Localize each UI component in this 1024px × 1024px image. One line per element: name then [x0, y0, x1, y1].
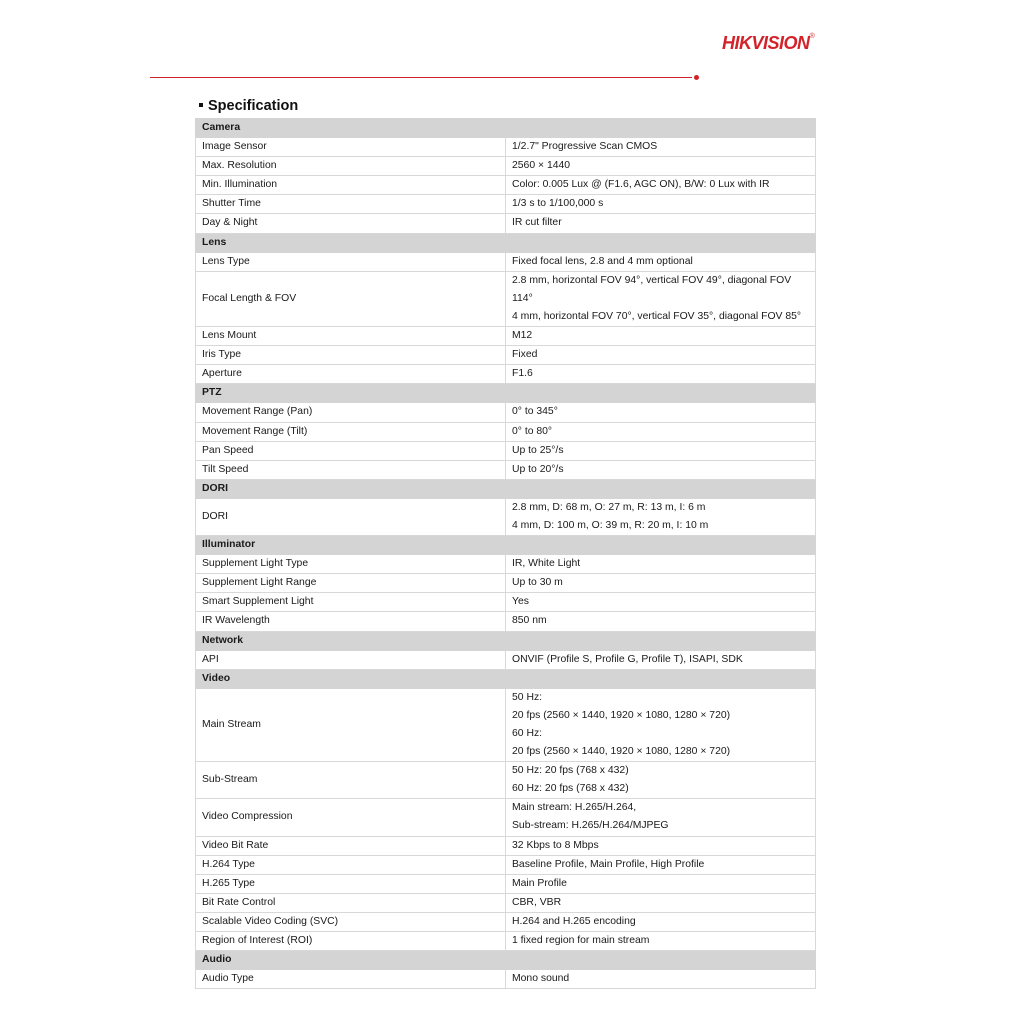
spec-value-line: Main Profile — [512, 877, 567, 889]
category-title: PTZ — [196, 384, 816, 403]
spec-row — [196, 593, 816, 612]
spec-value-line: Up to 20°/s — [512, 463, 564, 475]
spec-value-line: Fixed — [512, 349, 538, 361]
spec-value — [506, 365, 816, 384]
spec-row — [196, 441, 816, 460]
category-row — [196, 119, 816, 138]
spec-value — [506, 214, 816, 233]
spec-value-line: Sub-stream: H.265/H.264/MJPEG — [512, 820, 669, 832]
spec-label: Max. Resolution — [196, 157, 506, 176]
spec-label: Tilt Speed — [196, 460, 506, 479]
spec-value — [506, 912, 816, 931]
spec-value-line: 0° to 345° — [512, 406, 558, 418]
spec-value-line: Main stream: H.265/H.264, — [512, 802, 637, 814]
category-row — [196, 536, 816, 555]
spec-value-line: IR, White Light — [512, 558, 581, 570]
spec-value-line: H.264 and H.265 encoding — [512, 915, 636, 927]
category-title: DORI — [196, 479, 816, 498]
spec-value — [506, 893, 816, 912]
spec-row — [196, 403, 816, 422]
spec-row — [196, 271, 816, 326]
spec-row — [196, 252, 816, 271]
spec-value — [506, 422, 816, 441]
spec-value-line: ONVIF (Profile S, Profile G, Profile T), ISAPI, SDK — [512, 653, 743, 665]
brand-logo — [722, 33, 814, 54]
category-title: Audio — [196, 951, 816, 970]
spec-value — [506, 874, 816, 893]
spec-row — [196, 912, 816, 931]
spec-label: Audio Type — [196, 970, 506, 989]
spec-value — [506, 555, 816, 574]
spec-label: H.264 Type — [196, 855, 506, 874]
spec-label: H.265 Type — [196, 874, 506, 893]
spec-value-line: Mono sound — [512, 973, 570, 985]
spec-value — [506, 650, 816, 669]
spec-value-line: Up to 30 m — [512, 577, 563, 589]
specification-table-body — [196, 119, 816, 989]
spec-row — [196, 855, 816, 874]
spec-row — [196, 346, 816, 365]
category-row — [196, 951, 816, 970]
spec-row — [196, 970, 816, 989]
spec-value-line: 2.8 mm, D: 68 m, O: 27 m, R: 13 m, I: 6 m — [512, 501, 706, 513]
spec-value-line: 32 Kbps to 8 Mbps — [512, 839, 599, 851]
specification-table — [195, 118, 816, 989]
spec-value-line: 4 mm, horizontal FOV 70°, vertical FOV 35°, diagonal FOV 85° — [512, 310, 802, 322]
spec-value-line: 1/2.7" Progressive Scan CMOS — [512, 141, 658, 153]
spec-value-line: 50 Hz: — [512, 691, 543, 703]
spec-label: Focal Length & FOV — [196, 271, 506, 326]
spec-label: Smart Supplement Light — [196, 593, 506, 612]
category-title: Camera — [196, 119, 816, 138]
spec-label: Aperture — [196, 365, 506, 384]
spec-row — [196, 612, 816, 631]
spec-value-line: 850 nm — [512, 615, 547, 627]
header-divider — [150, 77, 692, 78]
spec-value — [506, 195, 816, 214]
spec-label: API — [196, 650, 506, 669]
spec-label: Region of Interest (ROI) — [196, 932, 506, 951]
spec-row — [196, 932, 816, 951]
spec-row — [196, 498, 816, 535]
spec-row — [196, 138, 816, 157]
spec-value-line: Fixed focal lens, 2.8 and 4 mm optional — [512, 255, 693, 267]
spec-row — [196, 574, 816, 593]
spec-label: Supplement Light Range — [196, 574, 506, 593]
spec-row — [196, 688, 816, 761]
spec-label: Bit Rate Control — [196, 893, 506, 912]
spec-row — [196, 157, 816, 176]
spec-row — [196, 195, 816, 214]
spec-value — [506, 836, 816, 855]
spec-row — [196, 799, 816, 836]
spec-value — [506, 157, 816, 176]
spec-row — [196, 214, 816, 233]
spec-value — [506, 593, 816, 612]
spec-value-line: IR cut filter — [512, 217, 562, 229]
spec-label: Main Stream — [196, 688, 506, 761]
spec-label: Pan Speed — [196, 441, 506, 460]
spec-row — [196, 893, 816, 912]
spec-label: Sub-Stream — [196, 762, 506, 799]
spec-row — [196, 836, 816, 855]
spec-row — [196, 650, 816, 669]
spec-label: Scalable Video Coding (SVC) — [196, 912, 506, 931]
spec-value-line: 1/3 s to 1/100,000 s — [512, 198, 604, 210]
spec-row — [196, 762, 816, 799]
spec-value — [506, 932, 816, 951]
spec-label: Movement Range (Pan) — [196, 403, 506, 422]
spec-value-line: 2.8 mm, horizontal FOV 94°, vertical FOV 49°, diagonal FOV 114° — [512, 274, 792, 304]
spec-value-line: F1.6 — [512, 368, 533, 380]
spec-row — [196, 327, 816, 346]
category-row — [196, 479, 816, 498]
header-divider-dot — [694, 75, 699, 80]
spec-value — [506, 799, 816, 836]
spec-row — [196, 460, 816, 479]
spec-value-line: M12 — [512, 330, 533, 342]
spec-value-line: CBR, VBR — [512, 896, 562, 908]
spec-label: Min. Illumination — [196, 176, 506, 195]
category-title: Video — [196, 669, 816, 688]
spec-label: Supplement Light Type — [196, 555, 506, 574]
bullet-icon — [199, 103, 203, 107]
category-title: Illuminator — [196, 536, 816, 555]
spec-label: Lens Mount — [196, 327, 506, 346]
spec-value — [506, 176, 816, 195]
spec-value — [506, 460, 816, 479]
spec-value — [506, 688, 816, 761]
spec-row — [196, 874, 816, 893]
spec-row — [196, 555, 816, 574]
spec-row — [196, 365, 816, 384]
spec-value — [506, 612, 816, 631]
spec-label: Video Compression — [196, 799, 506, 836]
spec-value — [506, 403, 816, 422]
spec-value-line: 60 Hz: 20 fps (768 x 432) — [512, 783, 629, 795]
section-title — [199, 98, 298, 114]
brand-name: HIKVISION — [722, 33, 810, 53]
spec-value-line: Color: 0.005 Lux @ (F1.6, AGC ON), B/W: 0 Lux with IR — [512, 179, 770, 191]
spec-value-line: Up to 25°/s — [512, 444, 564, 456]
spec-value — [506, 970, 816, 989]
spec-label: Movement Range (Tilt) — [196, 422, 506, 441]
spec-value-line: Baseline Profile, Main Profile, High Profile — [512, 858, 705, 870]
spec-value-line: 20 fps (2560 × 1440, 1920 × 1080, 1280 × 720) — [512, 709, 731, 721]
spec-value — [506, 346, 816, 365]
spec-value — [506, 271, 816, 326]
spec-label: Image Sensor — [196, 138, 506, 157]
spec-label: IR Wavelength — [196, 612, 506, 631]
spec-label: DORI — [196, 498, 506, 535]
spec-label: Video Bit Rate — [196, 836, 506, 855]
spec-label: Iris Type — [196, 346, 506, 365]
spec-value — [506, 498, 816, 535]
spec-value-line: 0° to 80° — [512, 425, 553, 437]
spec-value-line: 20 fps (2560 × 1440, 1920 × 1080, 1280 × 720) — [512, 746, 731, 758]
spec-value-line: 2560 × 1440 — [512, 160, 571, 172]
spec-value — [506, 327, 816, 346]
spec-value — [506, 252, 816, 271]
category-title: Network — [196, 631, 816, 650]
spec-label: Shutter Time — [196, 195, 506, 214]
spec-value-line: 50 Hz: 20 fps (768 x 432) — [512, 765, 629, 777]
spec-value-line: Yes — [512, 596, 529, 608]
category-row — [196, 631, 816, 650]
category-row — [196, 669, 816, 688]
spec-row — [196, 176, 816, 195]
spec-value — [506, 855, 816, 874]
registered-mark: ® — [809, 33, 815, 40]
category-row — [196, 384, 816, 403]
spec-row — [196, 422, 816, 441]
spec-value — [506, 574, 816, 593]
section-title-text: Specification — [208, 98, 299, 114]
spec-label: Day & Night — [196, 214, 506, 233]
spec-value-line: 4 mm, D: 100 m, O: 39 m, R: 20 m, I: 10 m — [512, 519, 709, 531]
spec-value — [506, 441, 816, 460]
spec-value-line: 60 Hz: — [512, 728, 543, 739]
spec-value — [506, 762, 816, 799]
category-title: Lens — [196, 233, 816, 252]
spec-label: Lens Type — [196, 252, 506, 271]
category-row — [196, 233, 816, 252]
spec-value — [506, 138, 816, 157]
spec-value-line: 1 fixed region for main stream — [512, 935, 650, 947]
